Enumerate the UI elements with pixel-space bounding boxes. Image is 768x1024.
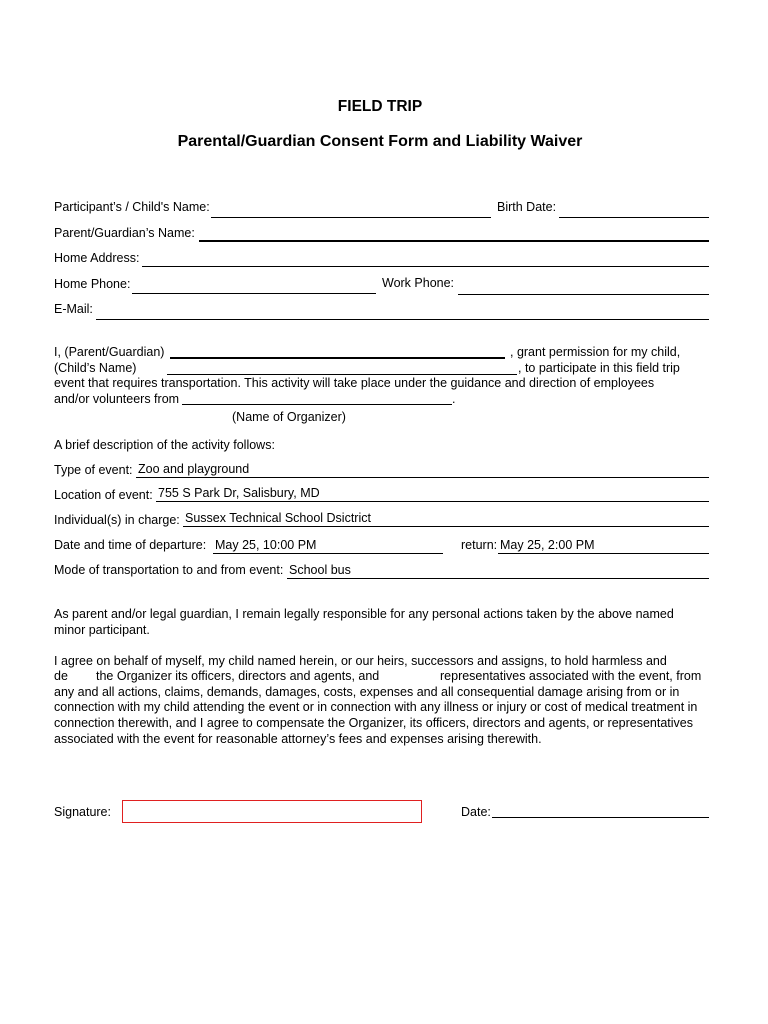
- form-title: FIELD TRIP: [337, 98, 423, 115]
- permission-organizer-prefix: and/or volunteers from: [54, 392, 180, 406]
- organizer-caption: (Name of Organizer): [232, 410, 346, 424]
- waiver-line-5: connection therewith, and I agree to compensate the Organizer, its officers, directors and agents, or representatives: [54, 716, 694, 730]
- waiver-line-4: connection with my child attending the event or in connection with any illness or injury or cost of medical treatment in: [54, 700, 698, 714]
- transport-field[interactable]: [287, 561, 709, 579]
- email-field[interactable]: [96, 302, 709, 320]
- home-address-field[interactable]: [142, 249, 709, 267]
- departure-label: Date and time of departure:: [54, 538, 207, 552]
- event-type-label: Type of event:: [54, 463, 133, 477]
- organizer-name-field[interactable]: [182, 388, 452, 405]
- in-charge-field[interactable]: [183, 509, 709, 527]
- transport-label: Mode of transportation to and from event:: [54, 563, 284, 577]
- home-phone-label: Home Phone:: [54, 277, 131, 291]
- waiver-line-1: I agree on behalf of myself, my child named herein, or our heirs, successors and assigns, to hold harmless and: [54, 654, 667, 668]
- child-name-label: Participant’s / Child's Name:: [54, 200, 210, 214]
- permission-child-prefix: (Child’s Name): [54, 361, 137, 375]
- responsibility-line-1: As parent and/or legal guardian, I remain legally responsible for any personal actions taken by the above named: [54, 607, 674, 621]
- permission-child-suffix: , to participate in this field trip: [518, 361, 680, 375]
- waiver-line-2a: de: [54, 669, 68, 683]
- waiver-line-3: any and all actions, claims, demands, damages, costs, expenses and all consequential damage arising from or in: [54, 685, 680, 699]
- permission-parent-field[interactable]: [170, 341, 505, 359]
- child-name-field[interactable]: [211, 200, 491, 218]
- permission-parent-prefix: I, (Parent/Guardian): [54, 345, 165, 359]
- permission-child-field[interactable]: [167, 358, 517, 375]
- activity-intro: A brief description of the activity follows:: [54, 438, 275, 452]
- work-phone-field[interactable]: [458, 277, 709, 295]
- email-label: E-Mail:: [54, 302, 93, 316]
- birth-date-field[interactable]: [559, 200, 709, 218]
- form-subtitle: Parental/Guardian Consent Form and Liability Waiver: [177, 133, 583, 150]
- birth-date-label: Birth Date:: [497, 200, 557, 214]
- permission-organizer-suffix: .: [452, 392, 456, 406]
- return-field[interactable]: [498, 536, 709, 554]
- home-phone-field[interactable]: [132, 276, 376, 294]
- responsibility-line-2: minor participant.: [54, 623, 150, 637]
- event-type-field[interactable]: [136, 460, 709, 478]
- signature-date-field[interactable]: [492, 800, 709, 818]
- departure-field[interactable]: [213, 536, 443, 554]
- event-location-field[interactable]: [156, 484, 709, 502]
- parent-name-label: Parent/Guardian’s Name:: [54, 226, 195, 240]
- return-label: return:: [461, 538, 498, 552]
- waiver-line-6: associated with the event for reasonable attorney’s fees and expenses arising therewith.: [54, 732, 542, 746]
- work-phone-label: Work Phone:: [382, 276, 455, 290]
- permission-parent-suffix: , grant permission for my child,: [510, 345, 681, 359]
- date-label: Date:: [461, 805, 491, 819]
- waiver-line-2b: the Organizer its officers, directors and agents, and: [96, 669, 380, 683]
- in-charge-label: Individual(s) in charge:: [54, 513, 180, 527]
- home-address-label: Home Address:: [54, 251, 140, 265]
- parent-name-field[interactable]: [199, 224, 709, 242]
- permission-line3: event that requires transportation. This activity will take place under the guidance and direction of employees: [54, 376, 655, 390]
- signature-label: Signature:: [54, 805, 111, 819]
- event-location-label: Location of event:: [54, 488, 153, 502]
- waiver-line-2c: representatives associated with the event, from: [440, 669, 702, 683]
- signature-box[interactable]: [122, 800, 422, 823]
